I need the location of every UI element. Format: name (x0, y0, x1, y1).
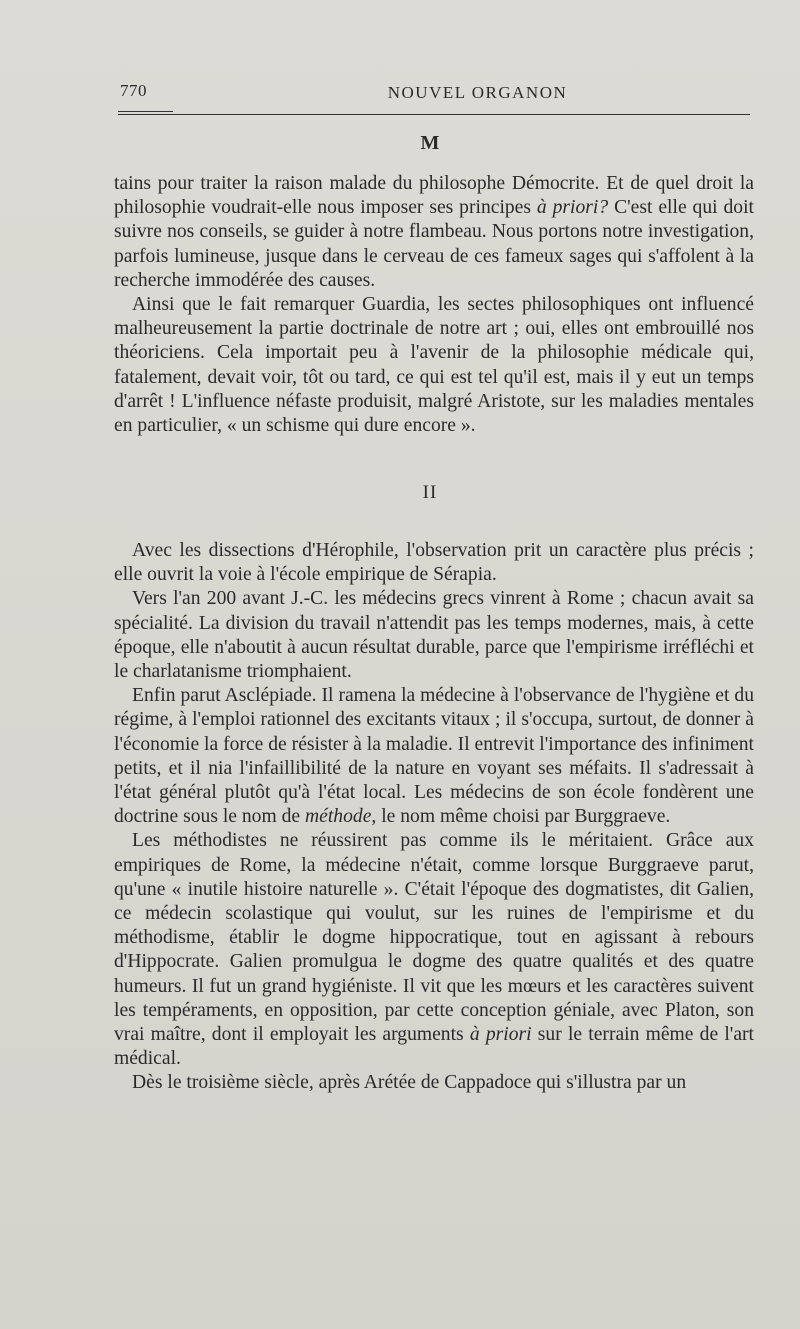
paragraph-text: Enfin parut Asclépiade. Il ramena la médecine à l'observance de l'hygiène et du régime, à l'emploi rationnel des excitants vitaux ; il s'occupa, surtout, de donner à l'économie la force de résister à la maladie. Il entrevit l'importance des infiniment petits, et il nia l'infaillibilité de la nature en voyant ses méfaits. Il s'adressait à l'état général plutôt qu'à l'état local. Les médecins de son école fondèrent une doctrine sous le nom de (114, 685, 754, 828)
paragraph (114, 539, 754, 587)
italic-text: à priori (469, 1024, 532, 1046)
paragraph-text: sur le terrain même de l'art médical. (114, 1024, 754, 1070)
text-block-bottom (114, 539, 754, 1096)
section-heading-ii: II (422, 482, 438, 503)
header-rule (118, 114, 750, 115)
paragraph (114, 172, 754, 293)
page-number: 770 (120, 81, 147, 100)
paragraph-text: Avec les dissections d'Hérophile, l'observation prit un caractère plus précis ; elle ouvrit la voie à l'école empirique de Sérapia. (114, 540, 754, 586)
running-title: NOUVEL ORGANON (387, 83, 568, 102)
paragraph-text: Ainsi que le fait remarquer Guardia, les sectes philosophiques ont influencé malheureusement la partie doctrinale de notre art ; oui, elles ont embrouillé nos théoriciens. Cela importait peu à l'avenir de la philosophie médicale qui, fatalement, devait voir, tôt ou tard, ce qui est tel qu'il est, mais il y eut un temps d'arrêt ! L'influence néfaste produisit, malgré Aristote, sur les maladies mentales en particulier, « un schisme qui dure encore ». (114, 294, 754, 437)
paragraph-text: C'est elle qui doit suivre nos conseils, se guider à notre flambeau. Nous portons notre investigation, parfois lumineuse, jusque dans le cerveau de ces fameux sages qui s'affolent à la recherche immodérée des causes. (114, 197, 754, 291)
paragraph-text: Les méthodistes ne réussirent pas comme ils le méritaient. Grâce aux empiriques de Rome, la médecine n'était, comme lorsque Burggraeve parut, qu'une « inutile histoire naturelle ». C'était l'époque des dogmatistes, dit Galien, ce médecin scolastique qui voulut, sur les ruines de l'empirisme et du méthodisme, établir le dogme hippocratique, tout en agissant à rebours d'Hippocrate. Galien promulgua le dogme des quatre qualités et des quatre humeurs. Il fut un grand hygiéniste. Il vit que les mœurs et les caractères suivent les tempéraments, en opposition, par cette conception géniale, avec Platon, son vrai maître, dont il employait les arguments (114, 830, 754, 1046)
italic-text: méthode (305, 806, 372, 828)
paragraph (114, 829, 754, 1071)
paragraph (114, 684, 754, 829)
text-block-top (114, 172, 754, 438)
header-underline (118, 111, 173, 112)
italic-text: à priori? (536, 197, 609, 219)
paragraph (114, 1071, 754, 1095)
paragraph-text: tains pour traiter la raison malade du philosophe Démocrite. Et de quel droit la philosophie voudrait-elle nous imposer ses principes (114, 173, 754, 219)
section-heading-m: M (420, 132, 440, 154)
paragraph (114, 293, 754, 438)
paragraph-text: , le nom même choisi par Burggraeve. (371, 806, 671, 828)
paragraph-text: Dès le troisième siècle, après Arétée de Cappadoce qui s'illustra par un (132, 1072, 687, 1094)
paragraph (114, 587, 754, 684)
paragraph-text: Vers l'an 200 avant J.-C. les médecins grecs vinrent à Rome ; chacun avait sa spécialité. La division du travail n'attendit pas les temps modernes, mais, à cette époque, elle n'aboutit à aucun résultat durable, parce que l'empirisme irréfléchi et le charlatanisme triomphaient. (114, 588, 754, 683)
page-header (115, 78, 760, 108)
